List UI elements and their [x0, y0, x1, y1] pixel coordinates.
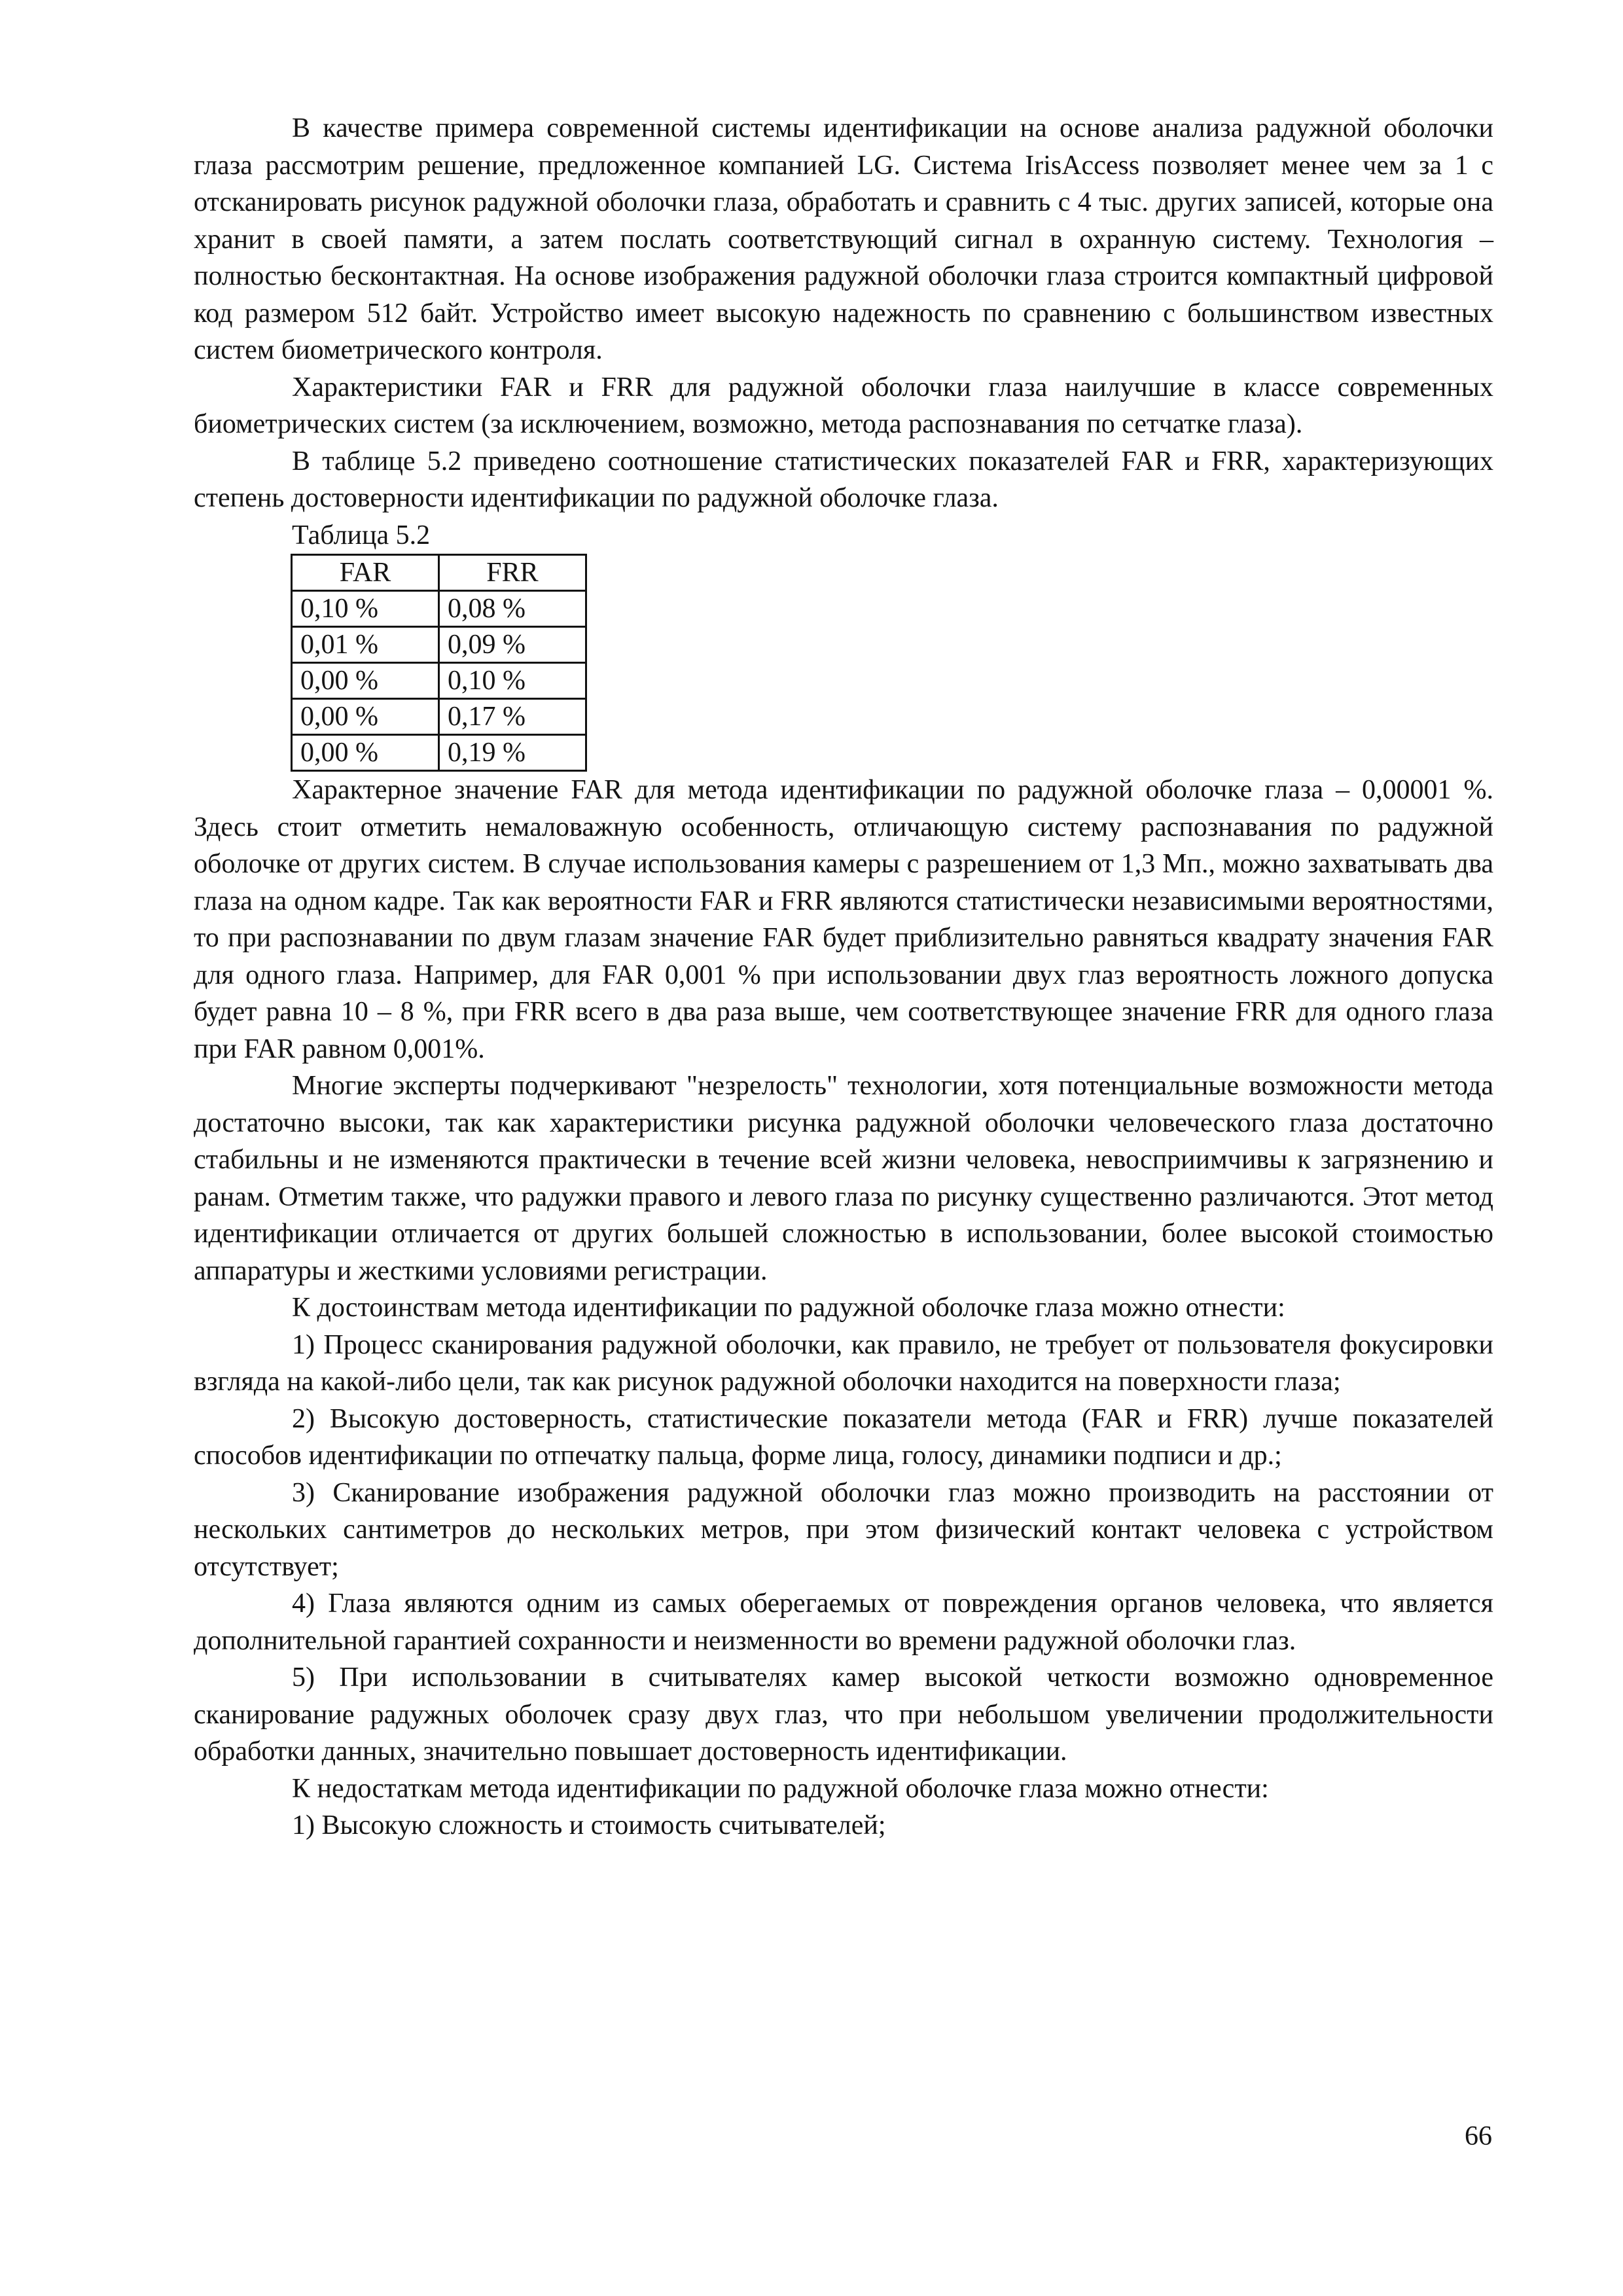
- list-item: 3) Сканирование изображения радужной оболочки глаз можно производить на расстоянии от нескольких сантиметров до нескольких метров, при этом физический контакт человека с устройством отсутствует;: [194, 1477, 1493, 1582]
- paragraph-advantages-intro: К достоинствам метода идентификации по радужной оболочке глаза можно отнести:: [292, 1293, 1285, 1323]
- table-cell-far: 0,01 %: [292, 627, 439, 663]
- list-item: 5) При использовании в считывателях камер высокой четкости возможно одновременное сканирование радужных оболочек сразу двух глаз, что при небольшом увеличении продолжительности обработки данных, значительно повышает достоверность идентификации.: [194, 1662, 1493, 1767]
- table-cell-far: 0,00 %: [292, 699, 439, 735]
- paragraph-far-frr-best: Характеристики FAR и FRR для радужной оболочки глаза наилучшие в классе современных биометрических систем (за исключением, возможно, метода распознавания по сетчатке глаза).: [194, 372, 1493, 439]
- table-cell-far: 0,10 %: [292, 591, 439, 627]
- table-cell-frr: 0,10 %: [439, 663, 586, 699]
- document-page: [194, 110, 1493, 1844]
- table-cell-far: 0,00 %: [292, 663, 439, 699]
- table-caption: Таблица 5.2: [292, 520, 431, 550]
- table-row: [292, 699, 586, 735]
- list-item: 2) Высокую достоверность, статистические показатели метода (FAR и FRR) лучше показателей способов идентификации по отпечатку пальца, форме лица, голосу, динамики подписи и др.;: [194, 1403, 1493, 1471]
- paragraph-far-value: Характерное значение FAR для метода идентификации по радужной оболочке глаза – 0,00001 %. Здесь стоит отметить немаловажную особенность, отличающую систему распознавания по радужной оболочке от других систем. В случае использования камеры с разрешением от 1,3 Мп., можно захватывать два глаза на одном кадре. Так как вероятности FAR и FRR являются статистически независимыми вероятностями, то при распознавании по двум глазам значение FAR будет приблизительно равняться квадрату значения FAR для одного глаза. Например, для FAR 0,001 % при использовании двух глаз вероятность ложного допуска будет равна 10 – 8 %, при FRR всего в два раза выше, чем соответствующее значение FRR для одного глаза при FAR равном 0,001%.: [194, 775, 1493, 1064]
- table-header-row: [292, 555, 586, 591]
- list-item: 1) Высокую сложность и стоимость считывателей;: [292, 1810, 886, 1840]
- table-header-frr: FRR: [439, 555, 586, 591]
- far-frr-table: [291, 554, 587, 772]
- table-cell-frr: 0,17 %: [439, 699, 586, 735]
- paragraph-disadvantages-intro: К недостаткам метода идентификации по радужной оболочке глаза можно отнести:: [292, 1773, 1269, 1804]
- table-row: [292, 735, 586, 771]
- page-number: 66: [1465, 2121, 1492, 2151]
- table-header-far: FAR: [292, 555, 439, 591]
- table-cell-frr: 0,19 %: [439, 735, 586, 771]
- table-cell-frr: 0,08 %: [439, 591, 586, 627]
- list-item: 4) Глаза являются одним из самых оберегаемых от повреждения органов человека, что является дополнительной гарантией сохранности и неизменности во времени радужной оболочки глаз.: [194, 1588, 1493, 1656]
- paragraph-experts: Многие эксперты подчеркивают "незрелость" технологии, хотя потенциальные возможности метода достаточно высоки, так как характеристики рисунка радужной оболочки человеческого глаза достаточно стабильны и не изменяются практически в течение всей жизни человека, невосприимчивы к загрязнению и ранам. Отметим также, что радужки правого и левого глаза по рисунку существенно различаются. Этот метод идентификации отличается от других большей сложностью в использовании, более высокой стоимостью аппаратуры и жесткими условиями регистрации.: [194, 1071, 1493, 1286]
- table-row: [292, 627, 586, 663]
- paragraph-lg-irisaccess: В качестве примера современной системы идентификации на основе анализа радужной оболочки глаза рассмотрим решение, предложенное компанией LG. Система IrisAccess позволяет менее чем за 1 с отсканировать рисунок радужной оболочки глаза, обработать и сравнить с 4 тыс. других записей, которые она хранит в своей памяти, а затем послать соответствующий сигнал в охранную систему. Технология – полностью бесконтактная. На основе изображения радужной оболочки глаза строится компактный цифровой код размером 512 байт. Устройство имеет высокую надежность по сравнению с большинством известных систем биометрического контроля.: [194, 113, 1493, 365]
- table-cell-frr: 0,09 %: [439, 627, 586, 663]
- list-item: 1) Процесс сканирования радужной оболочки, как правило, не требует от пользователя фокусировки взгляда на какой-либо цели, так как рисунок радужной оболочки находится на поверхности глаза;: [194, 1329, 1493, 1397]
- table-cell-far: 0,00 %: [292, 735, 439, 771]
- paragraph-table-intro: В таблице 5.2 приведено соотношение статистических показателей FAR и FRR, характеризующих степень достоверности идентификации по радужной оболочке глаза.: [194, 446, 1493, 513]
- table-row: [292, 663, 586, 699]
- table-row: [292, 591, 586, 627]
